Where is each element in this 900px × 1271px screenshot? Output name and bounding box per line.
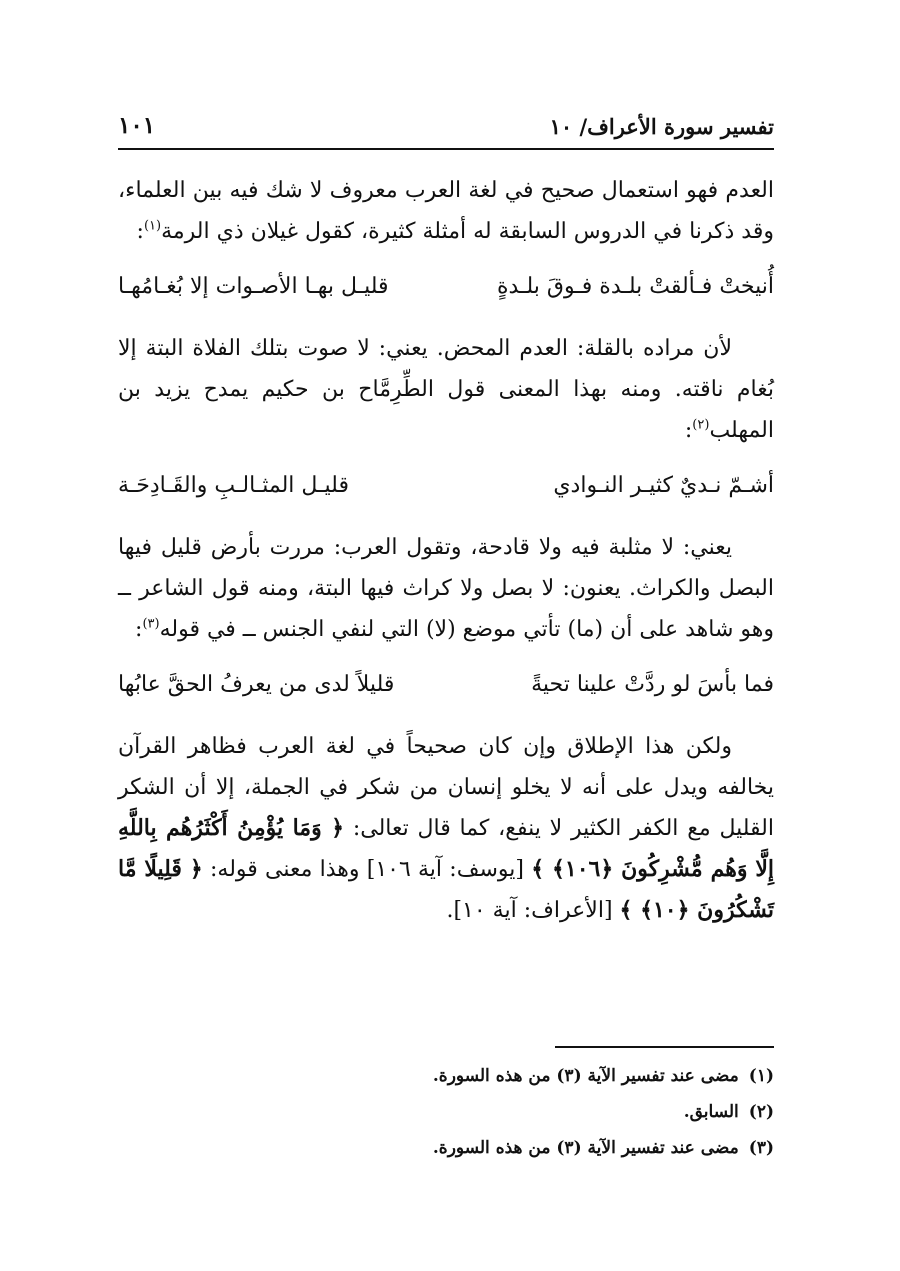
footnotes [118,1058,774,1166]
paragraph-1: العدم فهو استعمال صحيح في لغة العرب معروف لا شك فيه بين العلماء، وقد ذكرنا في الدروس السابقة له أمثلة كثيرة، كقول غيلان ذي الرمة$^{(١)}$: [118,178,774,244]
paragraph-3: يعني: لا مثلبة فيه ولا قادحة، وتقول العرب: مررت بأرض قليل فيها البصل والكراث. يعنون: لا بصل ولا كراث فيها البتة، ومنه قول الشاعر ــ وهو شاهد على أن (ما) تأتي موضع (لا) التي لنفي الجنس ــ في قوله$^{(٣)}$: [118,535,774,642]
quran-quote-yusuf-106: ﴿ وَمَا يُؤْمِنُ أَكْثَرُهُم بِاللَّهِ إِلَّا وَهُم مُّشْرِكُونَ ﴿١٠٦﴾ ﴾ [118,815,774,882]
poem-verse-1 [118,264,774,310]
footnote-ref: (٢) [692,417,710,433]
footnote-2: (٢)السابق. [683,1102,774,1122]
main-text [118,170,774,931]
verse-first-hemistich: فما بأسَ لو ردَّتْ علينا تحيةً [531,672,774,697]
quran-quote-araf-10: ﴿ قَلِيلًا مَّا تَشْكُرُونَ ﴿١٠﴾ ﴾ [118,856,774,923]
poem-verse-2 [118,463,774,509]
verse-first-hemistich: أُنيختْ فـألقتْ بلـدة فـوقَ بلـدةٍ [497,274,774,299]
verse-first-hemistich: أشـمّ نـديٌ كثيـر النـوادي [553,473,774,498]
running-title: تفسير سورة الأعراف/ ١٠ [549,114,774,139]
verse-second-hemistich: قليلاً لدى من يعرفُ الحقَّ عابُها [118,672,395,697]
footnote-ref: (٣) [142,616,160,632]
page-number: ١٠١ [118,112,156,139]
paragraph-2: لأن مراده بالقلة: العدم المحض. يعني: لا صوت بتلك الفلاة البتة إلا بُغام ناقته. ومنه بهذا المعنى قول الطِّرِمَّاح بن حكيم يمدح يزيد بن المهلب$^{(٢)}$: [118,336,774,443]
footnote-separator [555,1046,774,1048]
footnote-ref: (١) [143,218,162,234]
paragraph-4: ولكن هذا الإطلاق وإن كان صحيحاً في لغة العرب فظاهر القرآن يخالفه ويدل على أنه لا يخلو إنسان من شكر في الجملة، إلا أن الشكر القليل مع الكفر الكثير لا ينفع، كما قال تعالى: ﴿ وَمَا يُؤْمِنُ أَكْثَرُهُم بِاللَّهِ إِلَّا وَهُم مُّشْرِكُونَ ﴿١٠٦﴾ ﴾ [يوسف: آية ١٠٦] وهذا معنى قوله: ﴿ قَلِيلًا مَّا تَشْكُرُونَ ﴿١٠﴾ ﴾ [الأعراف: آية ١٠]. [118,734,774,923]
verse-second-hemistich: قليـل بهـا الأصـوات إلا بُغـامُهـا [118,274,389,299]
header-rule [118,148,774,150]
poem-verse-3 [118,662,774,708]
footnote-1: (١)مضى عند تفسير الآية (٣) من هذه السورة. [432,1066,774,1086]
page-header [118,108,774,148]
verse-second-hemistich: قليـل المثـالـبِ والقَـادِحَـة [118,473,349,498]
footnote-3: (٣)مضى عند تفسير الآية (٣) من هذه السورة. [432,1138,774,1158]
